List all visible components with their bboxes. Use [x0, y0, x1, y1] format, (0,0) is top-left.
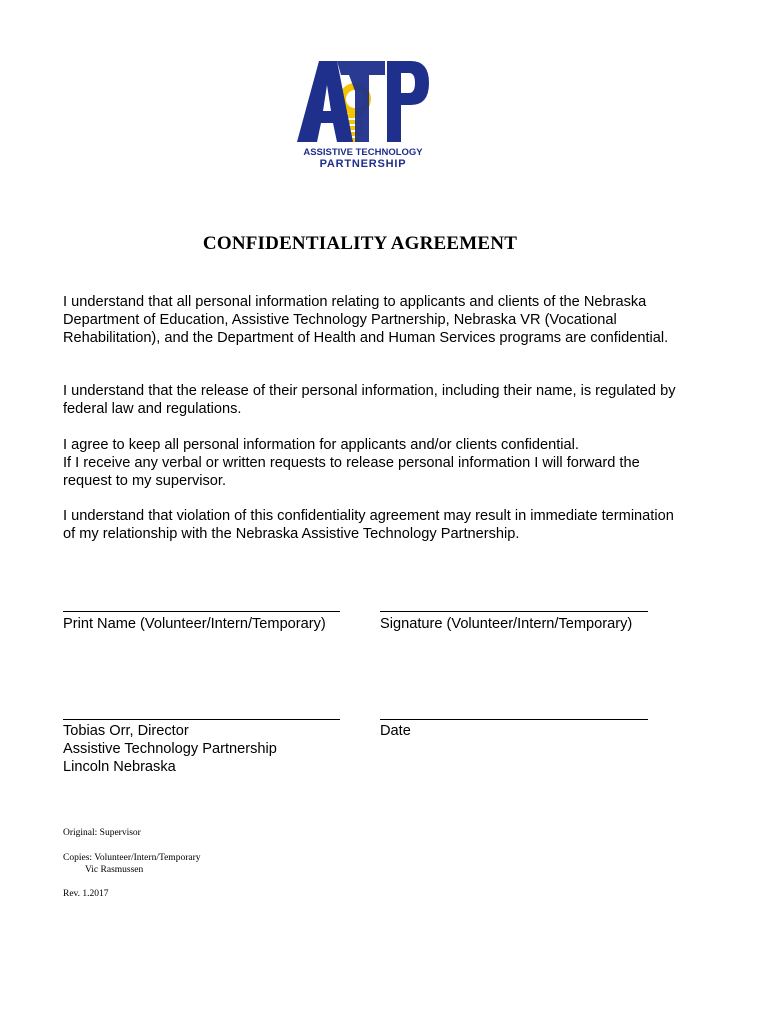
- logo-line-1: ASSISTIVE TECHNOLOGY: [303, 147, 423, 158]
- director-city: Lincoln Nebraska: [63, 759, 176, 775]
- paragraph-text: I understand that the release of their personal information, including their name, is regulated by federal law and regulations.: [63, 383, 676, 417]
- document-title: CONFIDENTIALITY AGREEMENT: [202, 233, 518, 254]
- atp-logo: [293, 57, 433, 172]
- director-block: [63, 722, 277, 776]
- paragraph-4: [63, 507, 683, 543]
- date-label: Date: [380, 723, 411, 739]
- footer-copies-second: Vic Rasmussen: [85, 865, 144, 875]
- footer-copies: [63, 852, 201, 876]
- footer-revision: [63, 888, 109, 900]
- footer-copies-text: Copies: Volunteer/Intern/Temporary: [63, 853, 201, 863]
- paragraph-text: I understand that all personal information relating to applicants and clients of the Nebraska Department of Education, Assistive Technology Partnership, Nebraska VR (Vocational Rehabilitation), and the Department of Health and Human Services programs are confidential.: [63, 294, 669, 346]
- date-line[interactable]: [380, 719, 648, 720]
- paragraph-text: I understand that violation of this confidentiality agreement may result in immediate termination of my relationship with the Nebraska Assistive Technology Partnership.: [63, 508, 674, 542]
- paragraph-2: [63, 382, 683, 418]
- paragraph-text: I agree to keep all personal information for applicants and/or clients confidential.: [63, 437, 579, 453]
- paragraph-1: [63, 293, 683, 347]
- signature-label: Signature (Volunteer/Intern/Temporary): [380, 616, 633, 632]
- signature-line[interactable]: [380, 611, 648, 612]
- director-org: Assistive Technology Partnership: [63, 741, 277, 757]
- footer-original-text: Original: Supervisor: [63, 828, 141, 838]
- director-name: Tobias Orr, Director: [63, 723, 189, 739]
- footer-original: [63, 827, 141, 839]
- director-signature-line[interactable]: [63, 719, 340, 720]
- footer-revision-text: Rev. 1.2017: [63, 889, 109, 899]
- paragraph-text: If I receive any verbal or written requests to release personal information I will forward the request to my supervisor.: [63, 455, 640, 489]
- logo-line-2: PARTNERSHIP: [319, 158, 407, 170]
- print-name-line[interactable]: [63, 611, 340, 612]
- paragraph-3: [63, 436, 683, 490]
- print-name-label: Print Name (Volunteer/Intern/Temporary): [63, 616, 326, 632]
